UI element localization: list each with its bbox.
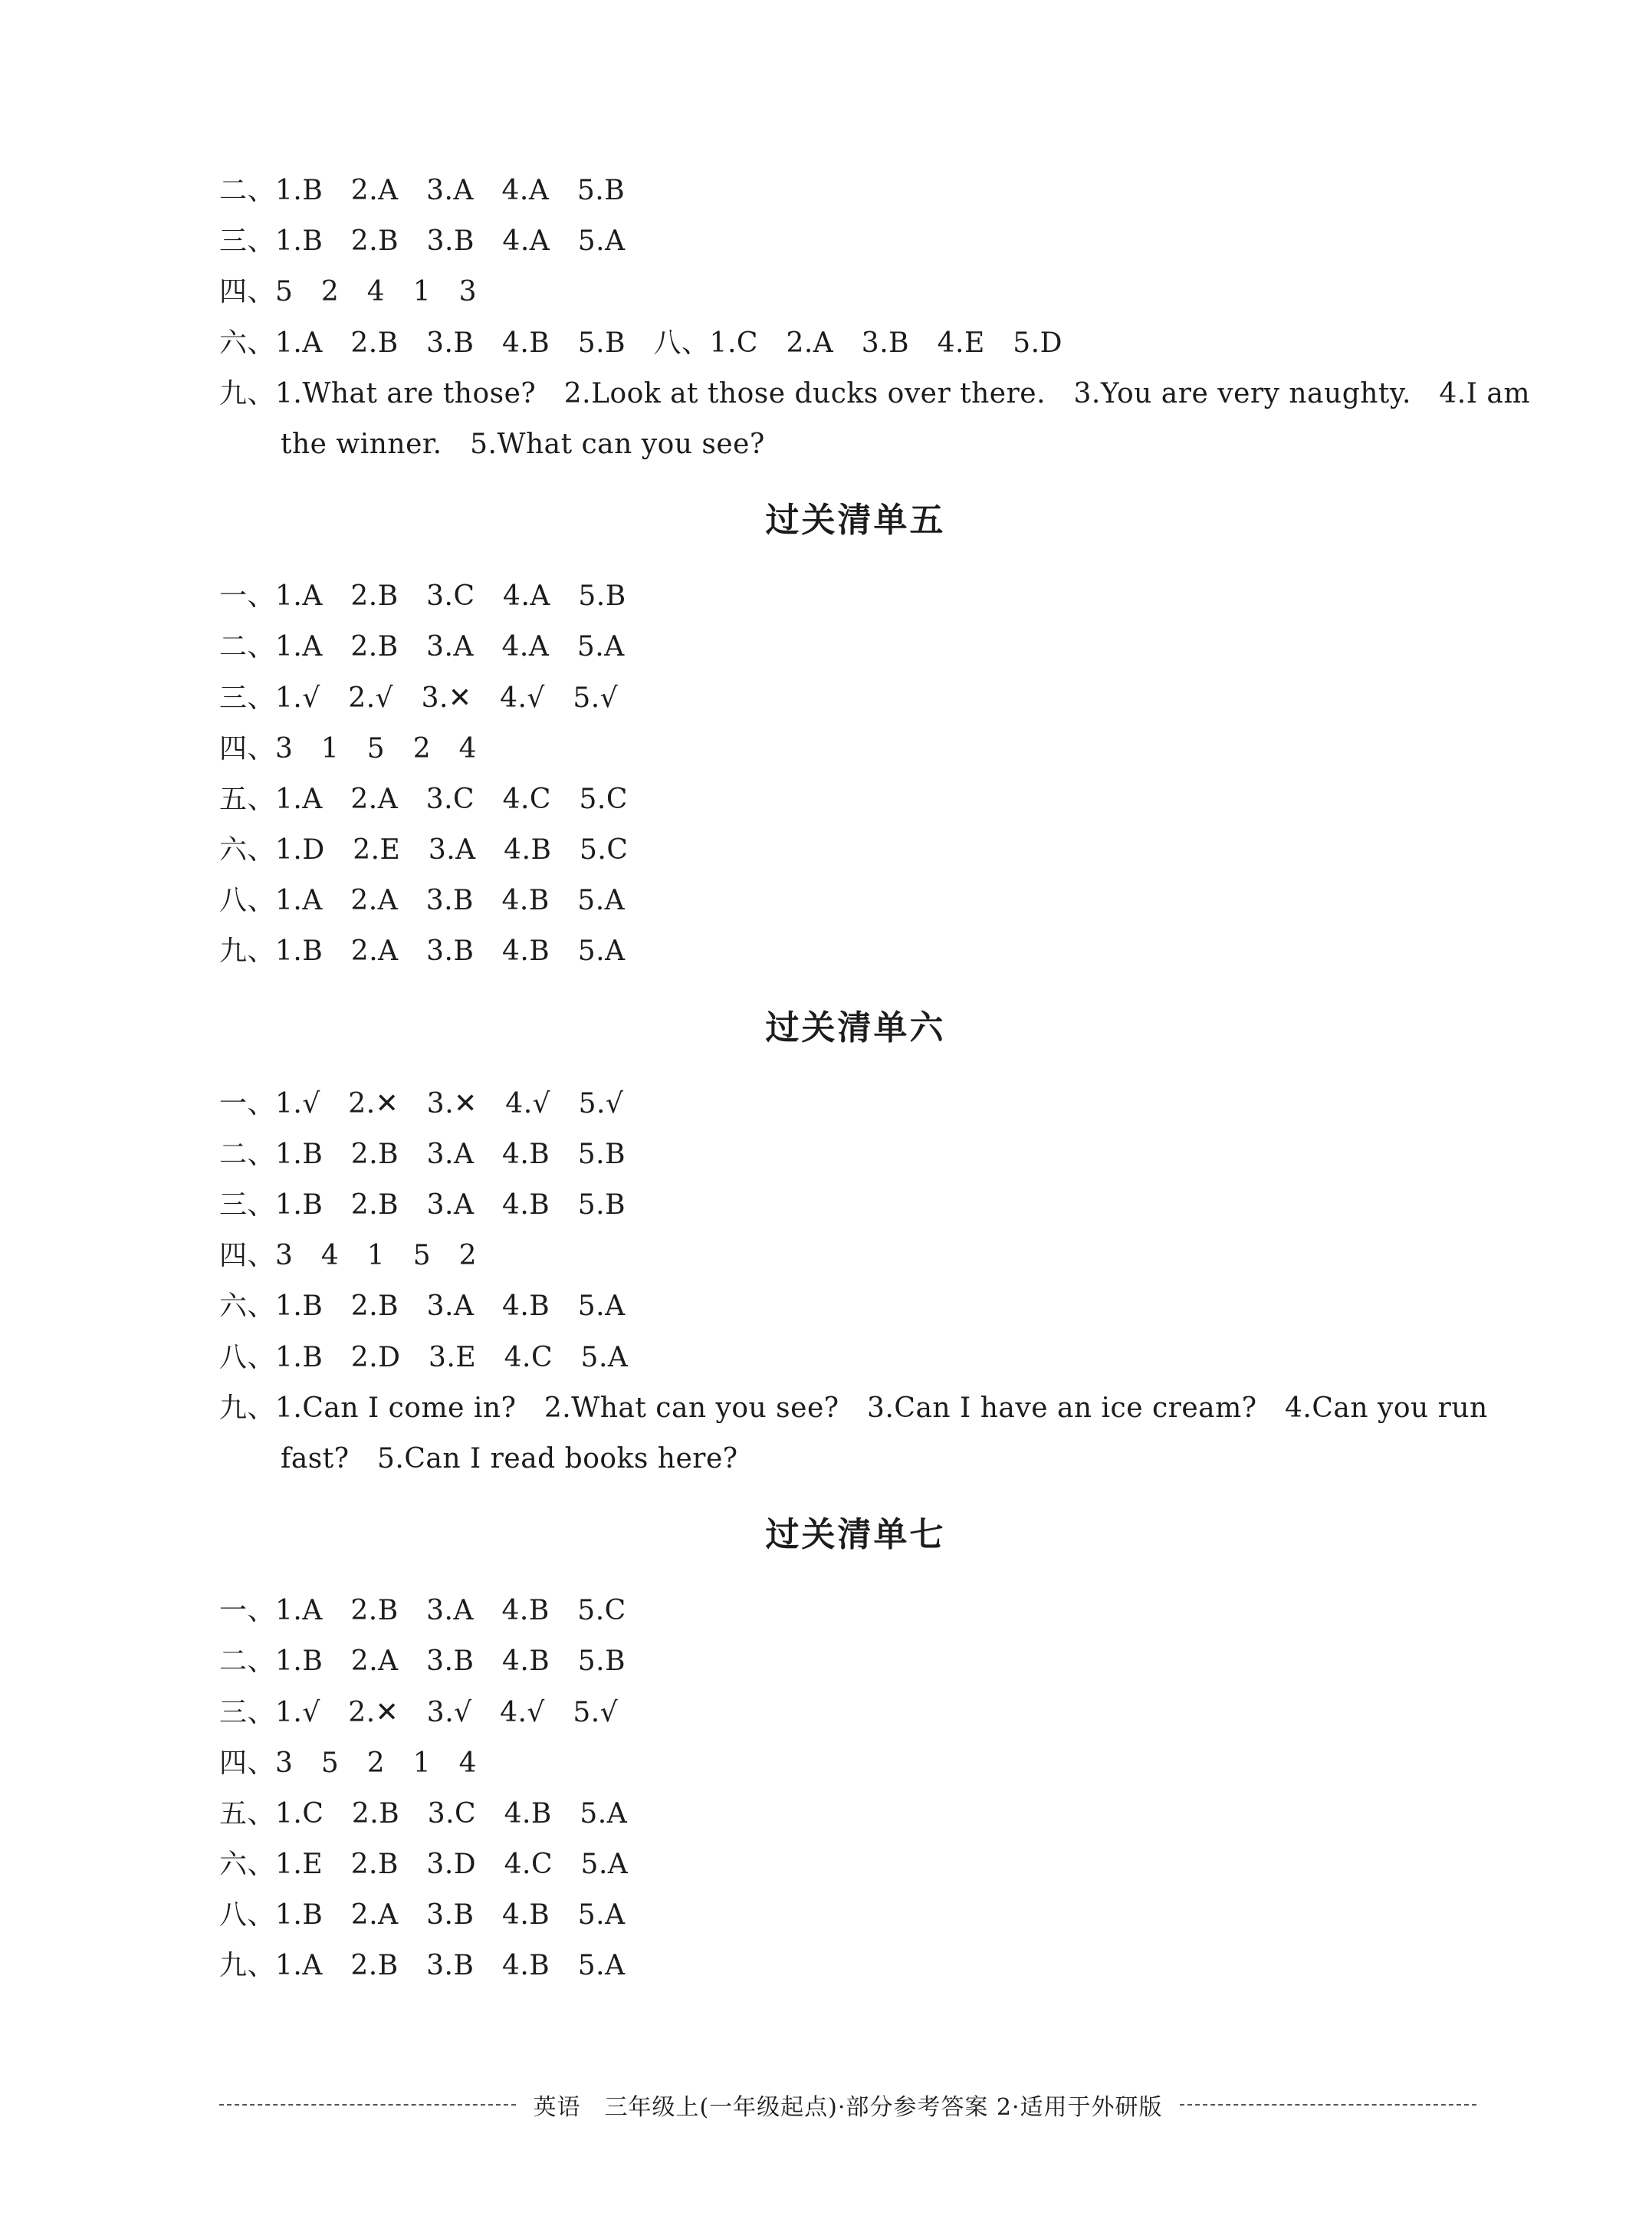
answer-line: 八、1.A 2.A 3.B 4.B 5.A [219, 885, 626, 917]
answer-line: 一、1.A 2.B 3.A 4.B 5.C [219, 1595, 626, 1627]
answer-line: 四、3 5 2 1 4 [219, 1747, 478, 1779]
answer-lines [219, 166, 1531, 1992]
footer-divider-right [1180, 2104, 1476, 2106]
section-title: 过关清单六 [765, 1008, 946, 1047]
page-footer [219, 2086, 1476, 2124]
answer-line: 二、1.B 2.A 3.A 4.A 5.B [219, 175, 626, 206]
answer-line: 二、1.B 2.A 3.B 4.B 5.B [219, 1645, 626, 1678]
answer-line: 六、1.E 2.B 3.D 4.C 5.A [219, 1849, 629, 1881]
answer-line: 四、3 4 1 5 2 [219, 1240, 478, 1272]
section-title: 过关清单五 [765, 501, 946, 541]
answer-line: 三、1.√ 2.✕ 3.√ 4.√ 5.√ [219, 1696, 619, 1728]
answer-line: 六、1.D 2.E 3.A 4.B 5.C [219, 834, 629, 866]
answer-line: 九、1.What are those? 2.Look at those ducks over there. 3.You are very naughty. 4.I am [219, 377, 1531, 409]
answer-line: 一、1.√ 2.✕ 3.✕ 4.√ 5.√ [219, 1087, 624, 1119]
answer-line: 九、1.B 2.A 3.B 4.B 5.A [219, 935, 626, 968]
answer-line: 三、1.B 2.B 3.A 4.B 5.B [219, 1189, 626, 1221]
answer-line: 三、1.√ 2.√ 3.✕ 4.√ 5.√ [219, 682, 619, 714]
answer-line: 五、1.C 2.B 3.C 4.B 5.A [219, 1797, 628, 1830]
answer-line: 八、1.B 2.A 3.B 4.B 5.A [219, 1899, 626, 1931]
answer-line-continued: fast? 5.Can I read books here? [281, 1442, 738, 1474]
answer-line: 二、1.B 2.B 3.A 4.B 5.B [219, 1138, 626, 1170]
answer-line: 六、1.B 2.B 3.A 4.B 5.A [219, 1290, 626, 1323]
footer-divider-left [219, 2104, 516, 2106]
section-title: 过关清单七 [765, 1515, 946, 1555]
answer-line: 六、1.A 2.B 3.B 4.B 5.B 八、1.C 2.A 3.B 4.E 5.D [219, 327, 1062, 359]
answer-line: 四、5 2 4 1 3 [219, 276, 478, 308]
answer-line: 八、1.B 2.D 3.E 4.C 5.A [219, 1341, 629, 1373]
footer-text: 英语 三年级上(一年级起点)·部分参考答案 2·适用于外研版 [533, 2094, 1163, 2121]
answer-line: 二、1.A 2.B 3.A 4.A 5.A [219, 631, 625, 663]
answer-line-continued: the winner. 5.What can you see? [281, 428, 765, 460]
answer-line: 四、3 1 5 2 4 [219, 732, 478, 764]
answer-line: 九、1.Can I come in? 2.What can you see? 3.Can I have an ice cream? 4.Can you run [219, 1392, 1488, 1424]
answer-line: 三、1.B 2.B 3.B 4.A 5.A [219, 225, 626, 258]
answer-line: 九、1.A 2.B 3.B 4.B 5.A [219, 1950, 626, 1982]
answer-line: 一、1.A 2.B 3.C 4.A 5.B [219, 580, 626, 613]
answer-line: 五、1.A 2.A 3.C 4.C 5.C [219, 783, 628, 815]
